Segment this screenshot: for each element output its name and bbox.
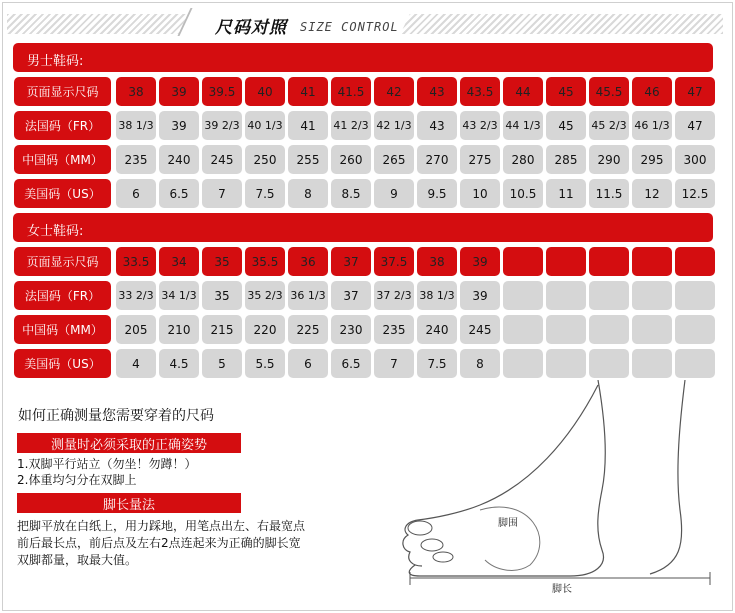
size-cell: 39.5 xyxy=(202,77,242,106)
women-section-label: 女士鞋码: xyxy=(27,224,84,239)
row-label: 法国码（FR） xyxy=(14,111,111,140)
row-label: 美国码（US） xyxy=(14,179,111,208)
row-label: 中国码（MM） xyxy=(14,315,111,344)
size-cell: 7.5 xyxy=(245,179,285,208)
empty-size-cell xyxy=(632,281,672,310)
empty-size-cell xyxy=(675,349,715,378)
size-cell: 285 xyxy=(546,145,586,174)
size-cell: 37 xyxy=(331,247,371,276)
size-cell: 42 1/3 xyxy=(374,111,414,140)
size-cell: 300 xyxy=(675,145,715,174)
size-cell: 38 1/3 xyxy=(116,111,156,140)
size-cell: 235 xyxy=(374,315,414,344)
empty-size-cell xyxy=(546,315,586,344)
size-cell: 47 xyxy=(675,77,715,106)
size-cell: 45 xyxy=(546,77,586,106)
size-cell: 41 2/3 xyxy=(331,111,371,140)
empty-size-cell xyxy=(675,247,715,276)
size-cell: 38 xyxy=(417,247,457,276)
posture-line-2: 2.体重均匀分在双脚上 xyxy=(17,473,137,487)
header-stripe-right xyxy=(400,14,723,34)
men-section-bar xyxy=(13,43,713,72)
row-label: 中国码（MM） xyxy=(14,145,111,174)
size-cell: 43 2/3 xyxy=(460,111,500,140)
empty-size-cell xyxy=(503,349,543,378)
empty-size-cell xyxy=(632,349,672,378)
empty-size-cell xyxy=(503,315,543,344)
size-cell: 8 xyxy=(460,349,500,378)
size-cell: 11 xyxy=(546,179,586,208)
size-cell: 34 xyxy=(159,247,199,276)
size-cell: 45 2/3 xyxy=(589,111,629,140)
women-section-bar xyxy=(13,213,713,242)
size-cell: 35.5 xyxy=(245,247,285,276)
size-cell: 8 xyxy=(288,179,328,208)
size-cell: 43 xyxy=(417,77,457,106)
size-cell: 7.5 xyxy=(417,349,457,378)
size-cell: 295 xyxy=(632,145,672,174)
foot-girth-label: 脚围 xyxy=(498,518,518,529)
size-cell: 270 xyxy=(417,145,457,174)
size-cell: 42 xyxy=(374,77,414,106)
size-cell: 255 xyxy=(288,145,328,174)
empty-size-cell xyxy=(503,247,543,276)
empty-size-cell xyxy=(632,315,672,344)
size-cell: 220 xyxy=(245,315,285,344)
size-cell: 37 xyxy=(331,281,371,310)
size-cell: 38 1/3 xyxy=(417,281,457,310)
size-cell: 215 xyxy=(202,315,242,344)
size-cell: 6.5 xyxy=(331,349,371,378)
size-cell: 33 2/3 xyxy=(116,281,156,310)
size-cell: 37 2/3 xyxy=(374,281,414,310)
size-cell: 12.5 xyxy=(675,179,715,208)
size-cell: 4.5 xyxy=(159,349,199,378)
page-title: 尺码对照 xyxy=(215,18,287,38)
size-cell: 37.5 xyxy=(374,247,414,276)
size-cell: 47 xyxy=(675,111,715,140)
size-cell: 5 xyxy=(202,349,242,378)
row-label: 美国码（US） xyxy=(14,349,111,378)
size-cell: 240 xyxy=(417,315,457,344)
size-cell: 4 xyxy=(116,349,156,378)
size-cell: 39 xyxy=(159,111,199,140)
size-cell: 245 xyxy=(202,145,242,174)
method-line-1: 把脚平放在白纸上，用力踩地，用笔点出左、右最宽点 xyxy=(17,519,306,533)
size-cell: 35 2/3 xyxy=(245,281,285,310)
empty-size-cell xyxy=(589,247,629,276)
guide-title: 如何正确测量您需要穿着的尺码 xyxy=(18,408,214,424)
method-line-2: 前后最长点，前后点及左右2点连起来为正确的脚长宽 xyxy=(17,536,301,550)
posture-tag: 测量时必须采取的正确姿势 xyxy=(17,433,241,453)
size-cell: 260 xyxy=(331,145,371,174)
size-cell: 6.5 xyxy=(159,179,199,208)
size-cell: 43.5 xyxy=(460,77,500,106)
size-cell: 235 xyxy=(116,145,156,174)
size-cell: 39 xyxy=(460,281,500,310)
header-stripe-left xyxy=(7,14,187,34)
size-cell: 40 1/3 xyxy=(245,111,285,140)
row-label: 法国码（FR） xyxy=(14,281,111,310)
empty-size-cell xyxy=(589,315,629,344)
empty-size-cell xyxy=(589,281,629,310)
empty-size-cell xyxy=(675,315,715,344)
size-cell: 250 xyxy=(245,145,285,174)
size-cell: 10 xyxy=(460,179,500,208)
size-cell: 290 xyxy=(589,145,629,174)
empty-size-cell xyxy=(589,349,629,378)
size-cell: 275 xyxy=(460,145,500,174)
size-cell: 45 xyxy=(546,111,586,140)
page-subtitle: SIZE CONTROL xyxy=(300,20,399,34)
size-cell: 36 xyxy=(288,247,328,276)
size-cell: 35 xyxy=(202,281,242,310)
foot-illustration xyxy=(380,380,720,605)
size-cell: 41 xyxy=(288,111,328,140)
size-cell: 240 xyxy=(159,145,199,174)
size-cell: 39 xyxy=(159,77,199,106)
size-cell: 230 xyxy=(331,315,371,344)
size-cell: 39 xyxy=(460,247,500,276)
size-cell: 44 xyxy=(503,77,543,106)
size-cell: 12 xyxy=(632,179,672,208)
size-cell: 5.5 xyxy=(245,349,285,378)
size-cell: 7 xyxy=(202,179,242,208)
size-cell: 9 xyxy=(374,179,414,208)
row-label: 页面显示尺码 xyxy=(14,247,111,276)
size-cell: 35 xyxy=(202,247,242,276)
size-cell: 225 xyxy=(288,315,328,344)
size-cell: 45.5 xyxy=(589,77,629,106)
size-cell: 36 1/3 xyxy=(288,281,328,310)
size-cell: 6 xyxy=(288,349,328,378)
size-cell: 39 2/3 xyxy=(202,111,242,140)
size-cell: 210 xyxy=(159,315,199,344)
empty-size-cell xyxy=(503,281,543,310)
size-cell: 43 xyxy=(417,111,457,140)
size-cell: 205 xyxy=(116,315,156,344)
posture-line-1: 1.双脚平行站立（勿坐！勿蹲！） xyxy=(17,457,197,471)
size-cell: 9.5 xyxy=(417,179,457,208)
size-cell: 280 xyxy=(503,145,543,174)
size-cell: 46 xyxy=(632,77,672,106)
empty-size-cell xyxy=(546,281,586,310)
size-cell: 265 xyxy=(374,145,414,174)
row-label: 页面显示尺码 xyxy=(14,77,111,106)
size-cell: 6 xyxy=(116,179,156,208)
size-cell: 41 xyxy=(288,77,328,106)
size-cell: 38 xyxy=(116,77,156,106)
size-cell: 41.5 xyxy=(331,77,371,106)
empty-size-cell xyxy=(632,247,672,276)
foot-length-label: 脚长 xyxy=(552,584,572,595)
empty-size-cell xyxy=(546,349,586,378)
size-cell: 44 1/3 xyxy=(503,111,543,140)
size-cell: 40 xyxy=(245,77,285,106)
size-cell: 11.5 xyxy=(589,179,629,208)
method-line-3: 双脚都量，取最大值。 xyxy=(17,553,138,567)
size-cell: 33.5 xyxy=(116,247,156,276)
men-section-label: 男士鞋码: xyxy=(27,54,84,69)
empty-size-cell xyxy=(546,247,586,276)
size-cell: 245 xyxy=(460,315,500,344)
size-cell: 7 xyxy=(374,349,414,378)
size-cell: 10.5 xyxy=(503,179,543,208)
method-tag: 脚长量法 xyxy=(17,493,241,513)
size-cell: 34 1/3 xyxy=(159,281,199,310)
size-cell: 8.5 xyxy=(331,179,371,208)
empty-size-cell xyxy=(675,281,715,310)
size-cell: 46 1/3 xyxy=(632,111,672,140)
